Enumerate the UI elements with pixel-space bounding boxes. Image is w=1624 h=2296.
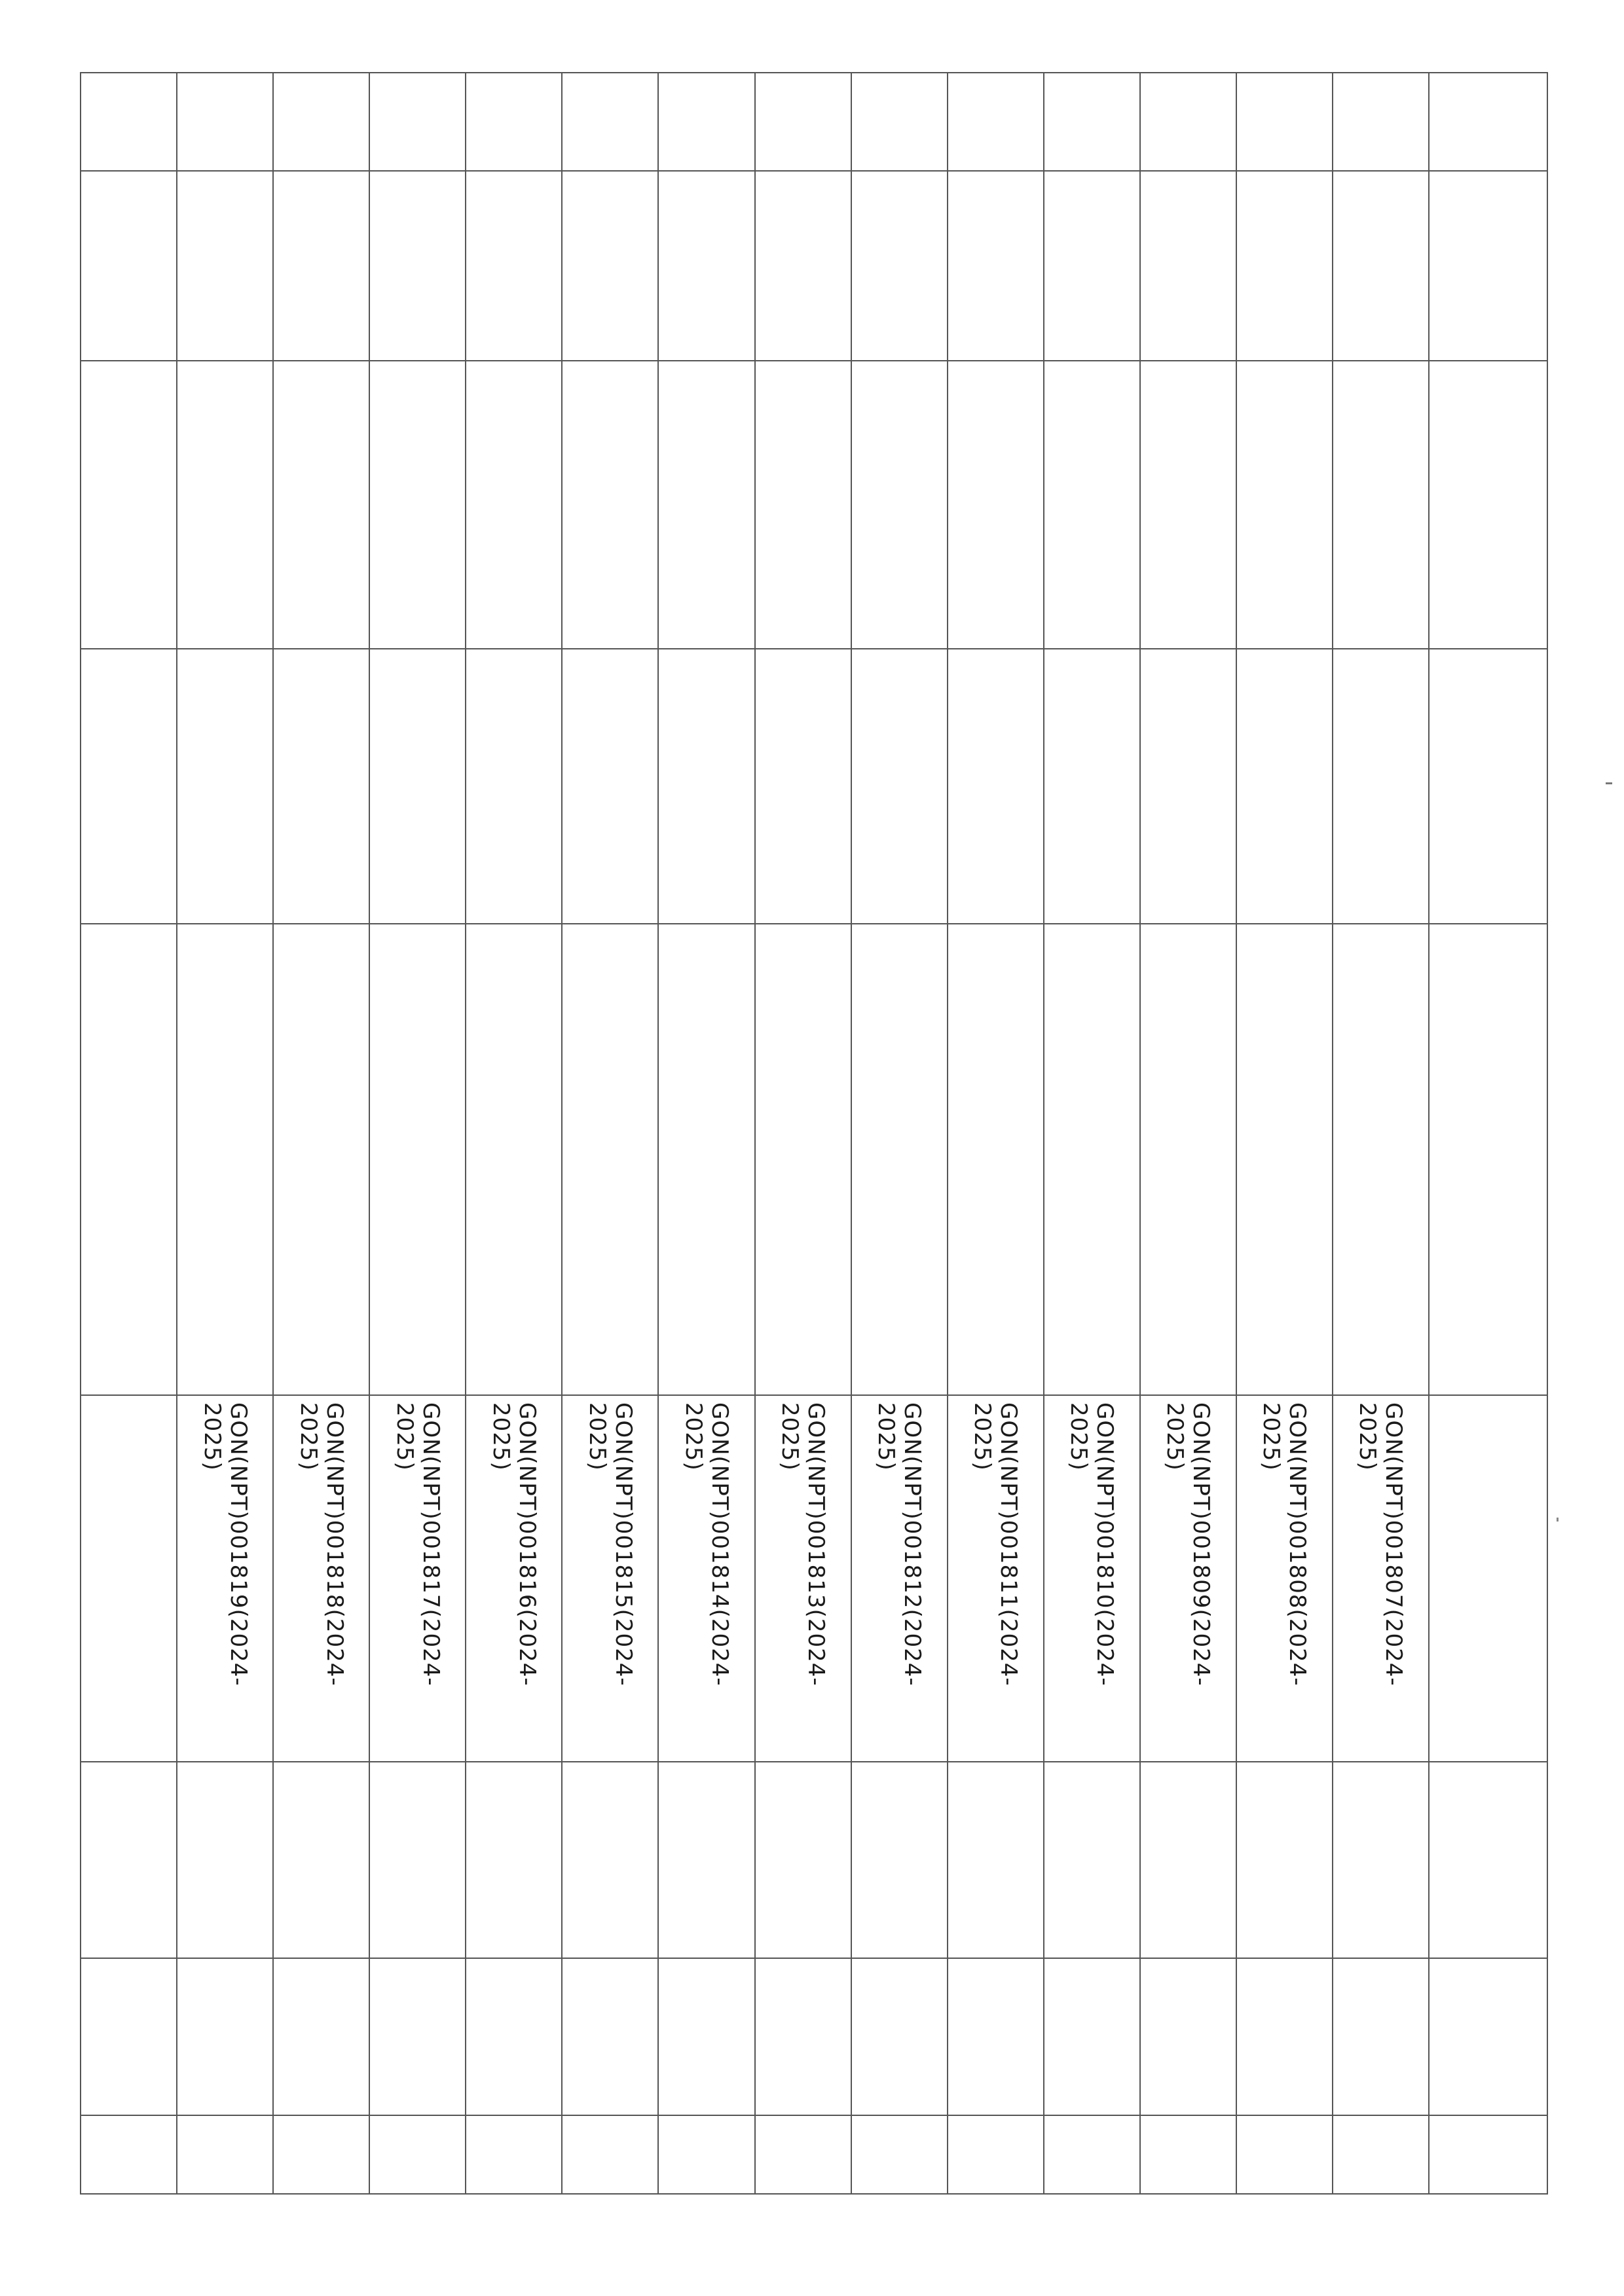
cell-code: GON(NPT)001808(2024-2025) [1236,1395,1333,1762]
cell-address [177,924,273,1395]
cell-date [369,171,466,361]
cell-no [466,73,562,171]
empty-cell [81,1958,177,2115]
cell-date [1044,171,1140,361]
cell-address [466,924,562,1395]
cell-zone [1333,1958,1429,2115]
cell-remark [1333,2115,1429,2194]
cell-father [948,649,1044,924]
cell-no [755,73,851,171]
cell-remark [177,2115,273,2194]
cell-township [1140,1762,1236,1958]
cell-remark [562,2115,658,2194]
cell-zone [851,1958,948,2115]
cell-date [273,171,369,361]
table-row [755,73,851,2194]
cell-code: GON(NPT)001819(2024-2025) [177,1395,273,1762]
cell-code: GON(NPT)001811(2024-2025) [948,1395,1044,1762]
cell-zone [659,1958,755,2115]
cell-name [1333,361,1429,649]
empty-cell [81,924,177,1395]
cell-remark [755,2115,851,2194]
cell-father [562,649,658,924]
cell-remark [273,2115,369,2194]
cell-date [1333,171,1429,361]
cell-father [177,649,273,924]
cell-remark [851,2115,948,2194]
cell-date [1140,171,1236,361]
table-body [81,73,1429,2194]
cell-zone [1044,1958,1140,2115]
cell-name [1044,361,1140,649]
cell-code: GON(NPT)001818(2024-2025) [273,1395,369,1762]
cell-zone [562,1958,658,2115]
cell-township [562,1762,658,1958]
cell-remark [466,2115,562,2194]
table-row [273,73,369,2194]
cell-father [755,649,851,924]
cell-father [851,649,948,924]
cell-no [1140,73,1236,171]
cell-remark [659,2115,755,2194]
cell-name [1236,361,1333,649]
cell-no [562,73,658,171]
cell-township [177,1762,273,1958]
cell-address [369,924,466,1395]
cell-township [659,1762,755,1958]
cell-name [851,361,948,649]
cell-code: GON(NPT)001816(2024-2025) [466,1395,562,1762]
cell-father [659,649,755,924]
cell-address [948,924,1044,1395]
cell-date [851,171,948,361]
cell-no [273,73,369,171]
cell-remark [369,2115,466,2194]
table-row [1044,73,1140,2194]
cell-address [755,924,851,1395]
header-zone [1429,1958,1547,2115]
cell-date [948,171,1044,361]
cell-name [755,361,851,649]
header-name [1429,361,1547,649]
table-row [466,73,562,2194]
table-row [659,73,755,2194]
cell-township [1333,1762,1429,1958]
table-row [1140,73,1236,2194]
cell-zone [273,1958,369,2115]
cell-zone [1140,1958,1236,2115]
header-township [1429,1762,1547,1958]
cell-remark [1140,2115,1236,2194]
cell-father [369,649,466,924]
cell-father [1333,649,1429,924]
cell-father [466,649,562,924]
cell-no [851,73,948,171]
cell-township [948,1762,1044,1958]
cell-father [1044,649,1140,924]
table-row [562,73,658,2194]
table-row [948,73,1044,2194]
cell-zone [948,1958,1044,2115]
cell-no [659,73,755,171]
cell-name [562,361,658,649]
empty-cell [81,1395,177,1762]
empty-cell [81,649,177,924]
header-address [1429,924,1547,1395]
cell-date [177,171,273,361]
header-no [1429,73,1547,171]
cell-code: GON(NPT)001810(2024-2025) [1044,1395,1140,1762]
cell-date [1236,171,1333,361]
empty-cell [81,73,177,171]
cell-name [273,361,369,649]
registration-table [80,72,1548,2195]
cell-code: GON(NPT)001817(2024-2025) [369,1395,466,1762]
cell-no [177,73,273,171]
cell-code: GON(NPT)001807(2024-2025) [1333,1395,1429,1762]
cell-no [1236,73,1333,171]
cell-name [369,361,466,649]
header-father [1429,649,1547,924]
table-row [1236,73,1333,2194]
cell-code: GON(NPT)001815(2024-2025) [562,1395,658,1762]
cell-name [1140,361,1236,649]
cell-no [948,73,1044,171]
cell-code: GON(NPT)001812(2024-2025) [851,1395,948,1762]
cell-address [1044,924,1140,1395]
cell-zone [369,1958,466,2115]
cell-zone [177,1958,273,2115]
table-row [177,73,273,2194]
cell-code: GON(NPT)001809(2024-2025) [1140,1395,1236,1762]
empty-cell [81,171,177,361]
cell-remark [1044,2115,1140,2194]
cell-no [1333,73,1429,171]
cell-township [851,1762,948,1958]
cell-date [659,171,755,361]
cell-name [948,361,1044,649]
header-date [1429,171,1547,361]
cell-township [466,1762,562,1958]
cell-father [1140,649,1236,924]
cell-no [369,73,466,171]
empty-cell [81,2115,177,2194]
scan-speck [1557,1518,1559,1522]
document-title [1574,65,1614,2226]
cell-township [1044,1762,1140,1958]
cell-father [1236,649,1333,924]
cell-code: GON(NPT)001813(2024-2025) [755,1395,851,1762]
cell-father [273,649,369,924]
cell-address [1333,924,1429,1395]
empty-cell [81,1762,177,1958]
cell-address [1140,924,1236,1395]
cell-township [755,1762,851,1958]
cell-address [562,924,658,1395]
cell-date [562,171,658,361]
cell-date [466,171,562,361]
cell-township [273,1762,369,1958]
empty-row [81,73,177,2194]
cell-remark [1236,2115,1333,2194]
cell-zone [1236,1958,1333,2115]
table-row [369,73,466,2194]
cell-name [659,361,755,649]
header-row [1429,73,1547,2194]
cell-date [755,171,851,361]
cell-township [369,1762,466,1958]
cell-address [659,924,755,1395]
table-row [1333,73,1429,2194]
cell-name [466,361,562,649]
table-row [851,73,948,2194]
header-remark [1429,2115,1547,2194]
empty-cell [81,361,177,649]
cell-no [1044,73,1140,171]
cell-code: GON(NPT)001814(2024-2025) [659,1395,755,1762]
cell-address [273,924,369,1395]
header-code [1429,1395,1547,1762]
cell-remark [948,2115,1044,2194]
cell-township [1236,1762,1333,1958]
cell-name [177,361,273,649]
cell-zone [755,1958,851,2115]
cell-zone [466,1958,562,2115]
cell-address [851,924,948,1395]
cell-address [1236,924,1333,1395]
